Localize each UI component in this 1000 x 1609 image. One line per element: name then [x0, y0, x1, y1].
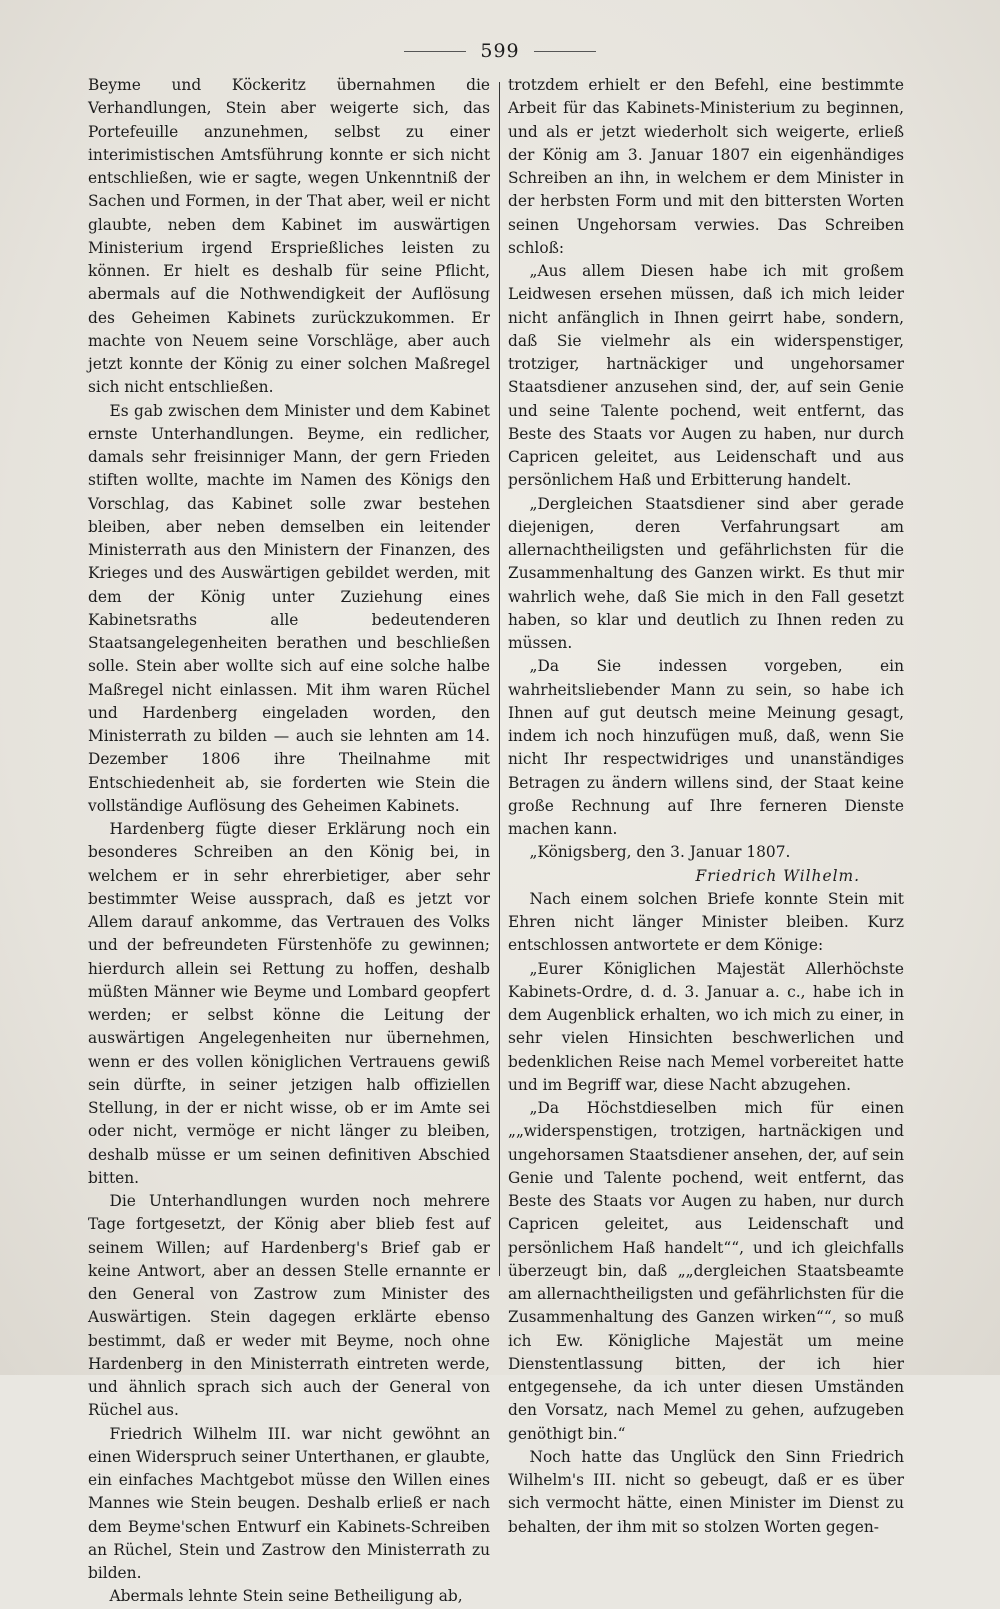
paragraph: Abermals lehnte Stein seine Betheiligung ab,: [109, 1587, 463, 1606]
quote-paragraph: „Dergleichen Staatsdiener sind aber gerade diejenigen, deren Verfahrungsart am allernachtheiligsten und gefährlichsten für die Zusammenhaltung des Ganzen wirkt. Es thut mir wahrlich wehe, daß Sie mich in den Fall gesetzt haben, so klar und deutlich zu Ihnen reden zu müssen.: [508, 494, 904, 652]
paragraph: Die Unterhandlungen wurden noch mehrere Tage fortgesetzt, der König aber blieb fest auf seinem Willen; auf Hardenberg's Brief gab er keine Antwort, aber an dessen Stelle ernannte er den General von Zastrow zum Minister des Auswärtigen. Stein dagegen erklärte ebenso bestimmt, daß er weder mit Beyme, noch ohne Hardenberg in den Ministerrath eintreten werde, und ähnlich sprach sich auch der General von Rüchel aus.: [88, 1192, 490, 1420]
quote-paragraph: „Da Sie indessen vorgeben, ein wahrheitsliebender Mann zu sein, so habe ich Ihnen auf gut deutsch meine Meinung gesagt, indem ich noch hinzufügen muß, daß, wenn Sie nicht Ihr respectwidriges und unanständiges Betragen zu ändern willens sind, der Staat keine große Rechnung auf Ihre ferneren Dienste machen kann.: [508, 657, 904, 838]
paragraph: Hardenberg fügte dieser Erklärung noch ein besonderes Schreiben an den König bei, in welchem er in sehr ehrerbietiger, aber sehr bestimmter Weise aussprach, daß es jetzt vor Allem darauf ankomme, das Vertrauen des Volks und der befreundeten Fürstenhöfe zu gewinnen; hierdurch allein sei Rettung zu hoffen, deshalb müßten Männer wie Beyme und Lombard geopfert werden; er selbst könne die Leitung der auswärtigen Angelegenheiten nur übernehmen, wenn er des vollen königlichen Vertrauens gewiß sein dürfte, in seiner jetzigen halb offiziellen Stellung, in der er nicht wisse, ob er im Amte sei oder nicht, vermöge er nicht länger zu bleiben, deshalb müsse er um seinen definitiven Abschied bitten.: [88, 820, 490, 1187]
paragraph: Noch hatte das Unglück den Sinn Friedrich Wilhelm's III. nicht so gebeugt, daß er es über sich vermocht hätte, einen Minister im Dienst zu behalten, der ihm mit so stolzen Worten gegen-: [508, 1447, 904, 1536]
paragraph: Nach einem solchen Briefe konnte Stein mit Ehren nicht länger Minister bleiben. Kurz entschlossen antwortete er dem Könige:: [508, 889, 904, 955]
paragraph: Beyme und Köckeritz übernahmen die Verhandlungen, Stein aber weigerte sich, das Portefeuille anzunehmen, selbst zu einer interimistischen Amtsführung konnte er sich nicht entschließen, wie er sagte, wegen Unkenntniß der Sachen und Formen, in der That aber, weil er nicht glaubte, neben dem Kabinet im auswärtigen Ministerium irgend Ersprießliches leisten zu können. Er hielt es deshalb für seine Pflicht, abermals auf die Nothwendigkeit der Auflösung des Geheimen Kabinets zurückzukommen. Er machte von Neuem seine Vorschläge, aber auch jetzt konnte der König zu einer solchen Maßregel sich nicht entschließen.: [88, 76, 490, 397]
quote-paragraph: „Da Höchstdieselben mich für einen „„widerspenstigen, trotzigen, hartnäckigen und ungehorsamen Staatsdiener ansehen, der, auf sein Genie und Talente pochend, weit entfernt, das Beste des Staats vor Augen zu haben, nur durch Capricen geleitet, aus Leidenschaft und persönlichem Haß handelt““, und ich gleichfalls überzeugt bin, daß „„dergleichen Staatsbeamte am allernachtheiligsten und gefährlichsten für die Zusammenhaltung des Ganzen wirken““, so muß ich Ew. Königliche Majestät um meine Dienstentlassung bitten, der ich hier entgegensehe, da ich unter diesen Umständen den Vorsatz, nach Memel zu gehen, aufzugeben genöthigt bin.“: [508, 1099, 904, 1443]
column-divider: [499, 82, 500, 1276]
paragraph: Friedrich Wilhelm III. war nicht gewöhnt an einen Widerspruch seiner Unterthanen, er glaubte, ein einfaches Machtgebot müsse den Willen eines Mannes wie Stein beugen. Deshalb erließ er nach dem Beyme'schen Entwurf ein Kabinets-Schreiben an Rüchel, Stein und Zastrow den Ministerrath zu bilden.: [88, 1424, 490, 1582]
paragraph: Es gab zwischen dem Minister und dem Kabinet ernste Unterhandlungen. Beyme, ein redlicher, damals sehr freisinniger Mann, der gern Frieden stiften wollte, machte im Namen des Königs den Vorschlag, das Kabinet solle zwar bestehen bleiben, aber neben demselben ein leitender Ministerrath aus den Ministern der Finanzen, des Krieges und des Auswärtigen gebildet werden, mit dem der König unter Zuziehung eines Kabinetsraths alle bedeutenderen Staatsangelegenheiten berathen und beschließen solle. Stein aber wollte sich auf eine solche halbe Maßregel nicht einlassen. Mit ihm waren Rüchel und Hardenberg eingeladen worden, den Ministerrath zu bilden — auch sie lehnten am 14. Dezember 1806 ihre Theilnahme mit Entschiedenheit ab, sie forderten wie Stein die vollständige Auflösung des Geheimen Kabinets.: [88, 401, 490, 815]
header-rule-right: [534, 51, 596, 52]
page-number: 599: [480, 40, 520, 62]
left-column: [88, 74, 490, 1606]
quote-paragraph: „Aus allem Diesen habe ich mit großem Leidwesen ersehen müssen, daß ich mich leider nicht anfänglich in Ihnen geirrt habe, sondern, daß Sie vielmehr als ein widerspenstiger, trotziger, hartnäckiger und ungehorsamer Staatsdiener anzusehen sind, der, auf sein Genie und seine Talente pochend, weit entfernt, das Beste des Staats vor Augen zu haben, nur durch Capricen geleitet, aus Leidenschaft und aus persönlichem Haß und Erbitterung handelt.: [508, 262, 904, 490]
header-rule-left: [404, 51, 466, 52]
quote-paragraph: „Eurer Königlichen Majestät Allerhöchste Kabinets-Ordre, d. d. 3. Januar a. c., habe ich in dem Augenblick erhalten, wo ich mich zu einer, in sehr vielen Hinsichten beschwerlichen und bedenklichen Reise nach Memel vorbereitet hatte und im Begriff war, diese Nacht abzugehen.: [508, 959, 904, 1094]
page-header: [0, 36, 1000, 66]
letter-signature: Friedrich Wilhelm.: [695, 866, 860, 885]
paragraph: trotzdem erhielt er den Befehl, eine bestimmte Arbeit für das Kabinets-Ministerium zu beginnen, und als er jetzt wiederholt sich weigerte, erließ der König am 3. Januar 1807 ein eigenhändiges Schreiben an ihn, in welchem er dem Minister in der herbsten Form und mit den bittersten Worten seinen Ungehorsam verwies. Das Schreiben schloß:: [508, 76, 904, 257]
right-column: [508, 74, 904, 1536]
letter-dateline: „Königsberg, den 3. Januar 1807.: [529, 843, 791, 862]
